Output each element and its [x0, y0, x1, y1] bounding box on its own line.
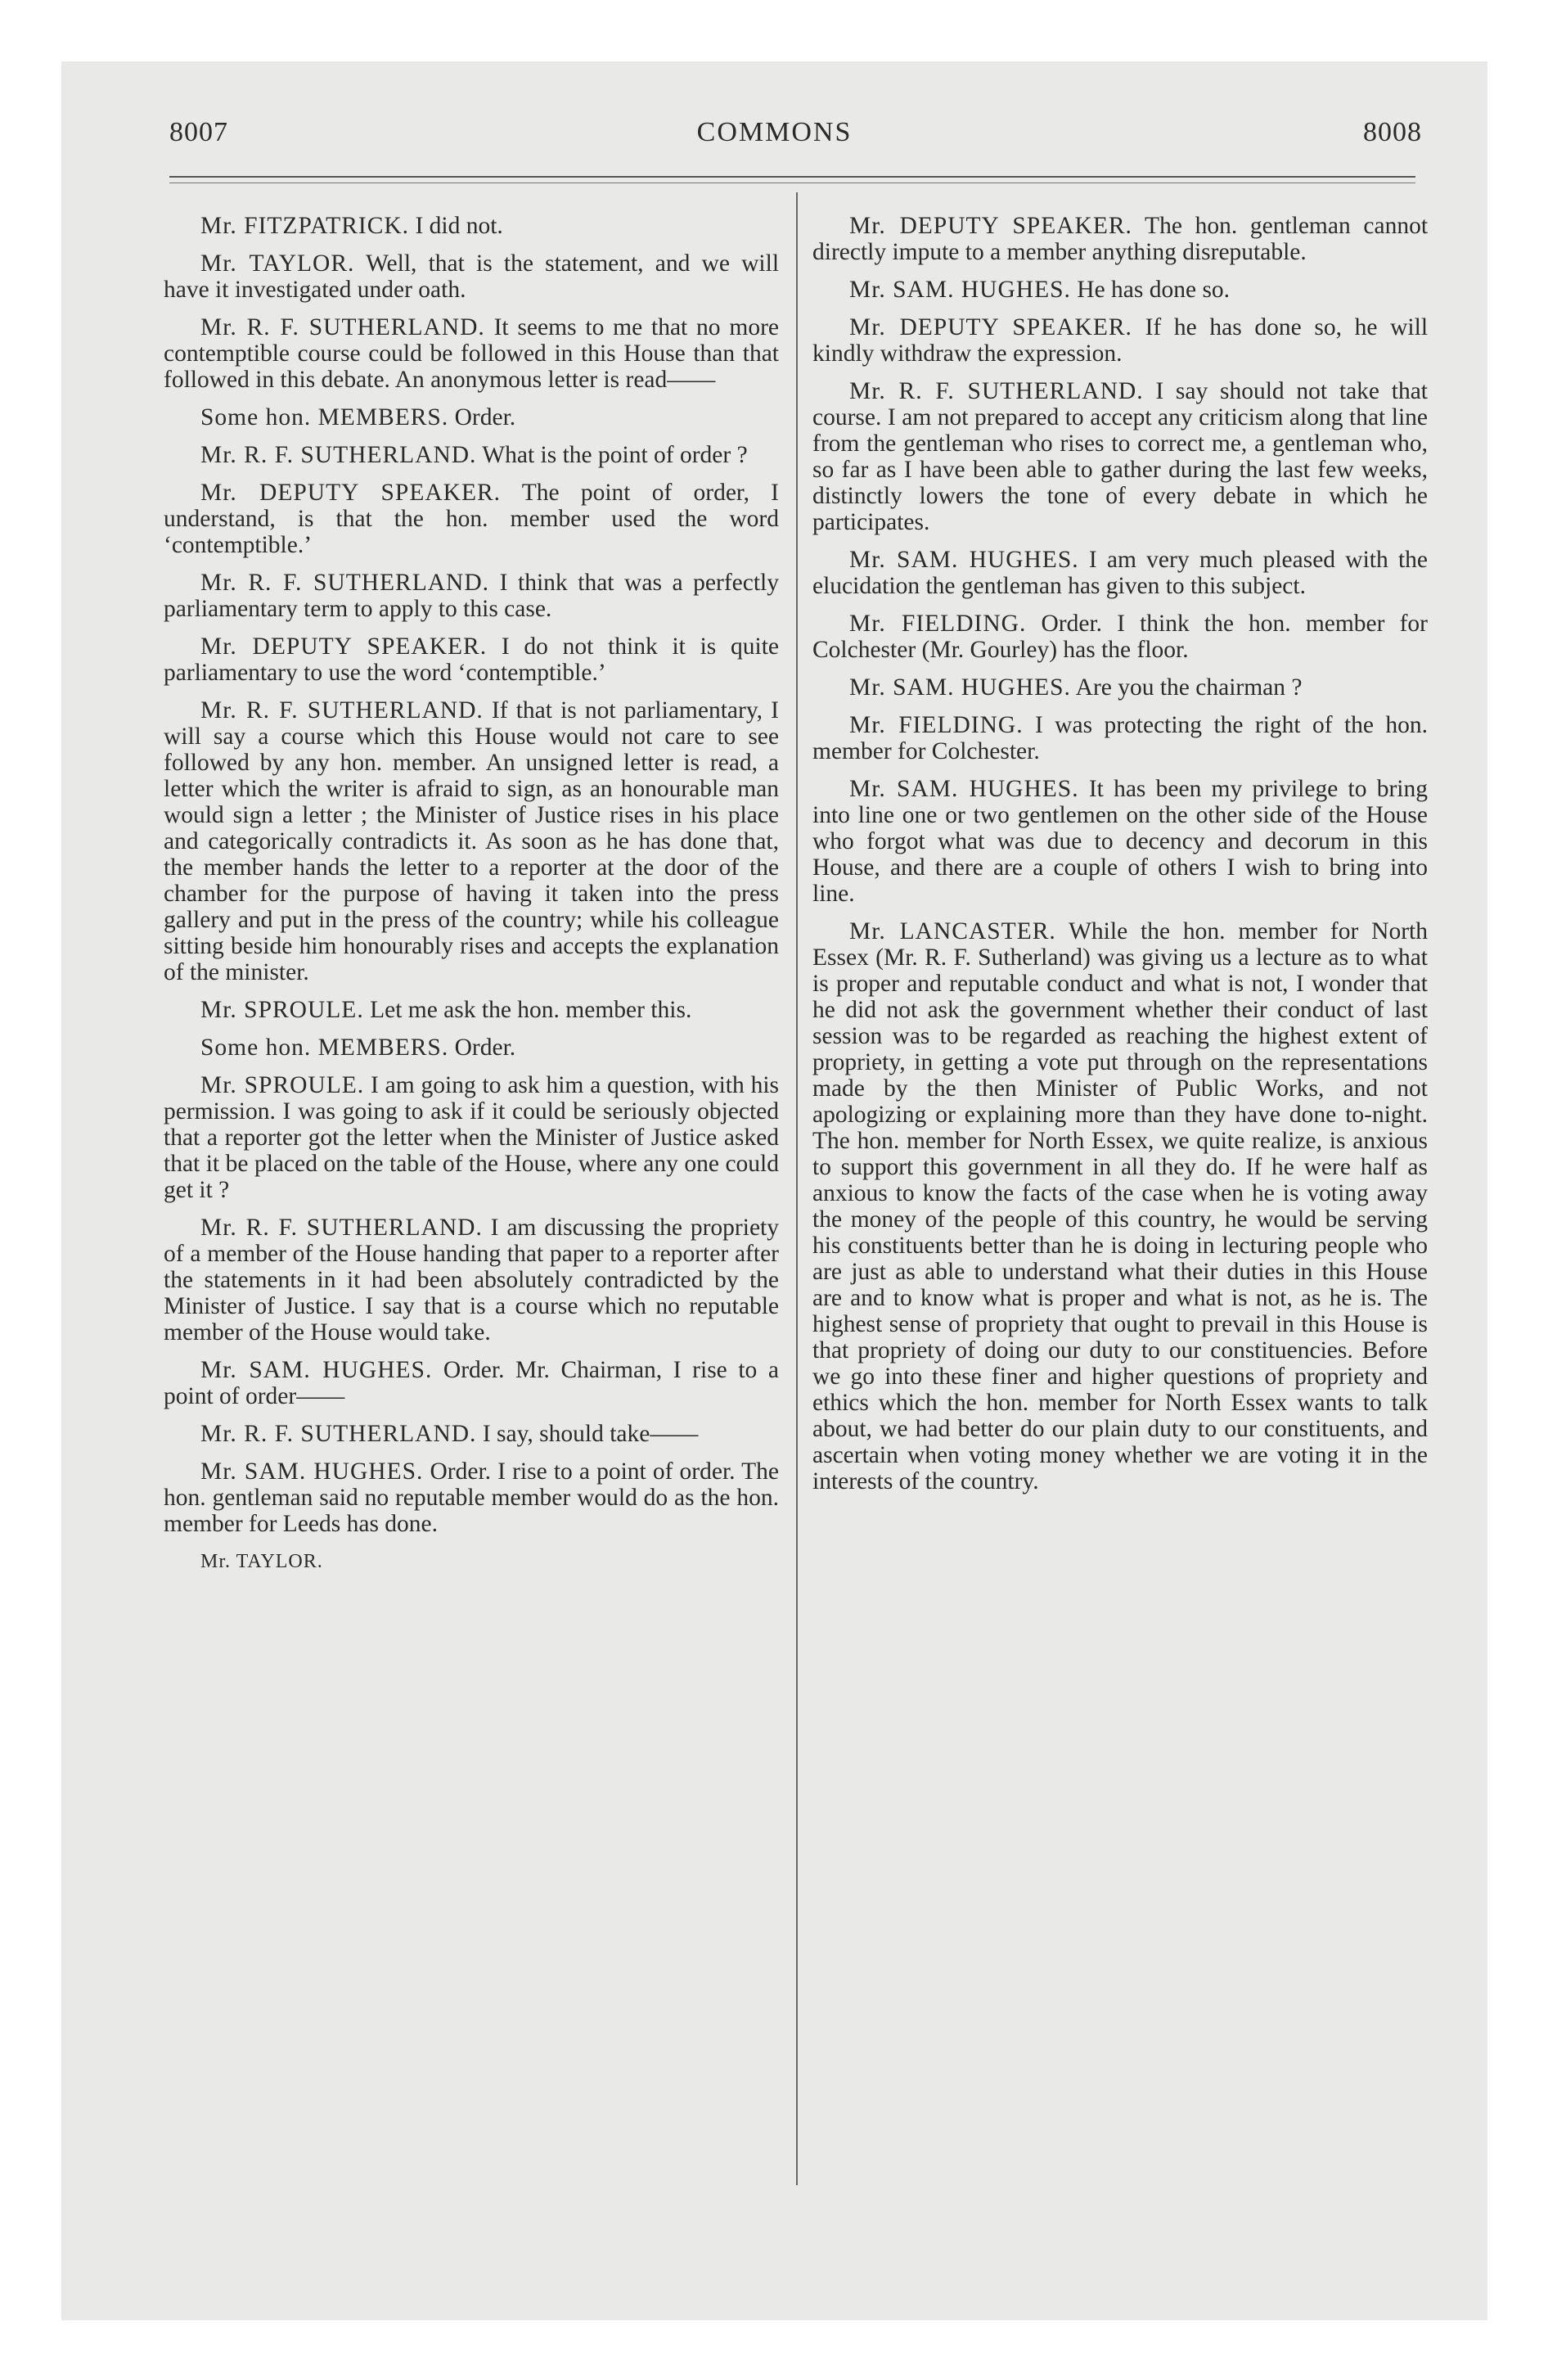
- page-number-right: 8008: [1363, 117, 1422, 147]
- speech-paragraph: [812, 776, 1428, 907]
- speech-paragraph: [164, 314, 779, 393]
- left-column: [164, 213, 779, 1575]
- speech-paragraph: [164, 1357, 779, 1409]
- page-title: COMMONS: [696, 117, 853, 147]
- speaker-name: Mr. FIELDING.: [849, 712, 1024, 738]
- speech-text: The hon. gentleman cannot directly impute to a member anything disreputable.: [812, 213, 1429, 265]
- speech-text: I say, should take——: [482, 1421, 699, 1447]
- speaker-name: Mr. R. F. SUTHERLAND.: [200, 1215, 483, 1241]
- speaker-name: Mr. TAYLOR.: [200, 250, 355, 277]
- speech-paragraph: [164, 697, 779, 985]
- speech-text: Order.: [454, 404, 516, 430]
- speaker-name: Mr. SAM. HUGHES.: [200, 1458, 424, 1485]
- speech-text: Well, that is the statement, and we will have it investigated under oath.: [164, 250, 780, 303]
- speaker-name: Mr. R. F. SUTHERLAND.: [849, 378, 1144, 404]
- speech-text: If that is not parliamentary, I will say a course which this House would not care to see followed by any hon. member. An unsigned letter is read, a letter which the writer is afraid to sign, as an honourable man would sign a letter ; the Minister of Justice rises in his place and categorically contradicts it. As soon as he has done that, the member hands the letter to a reporter at the door of the chamber for the purpose of having it taken into the press gallery and put in the press of the country; while his colleague sitting beside him honourably rises and accepts the explanation of the minister.: [164, 697, 780, 985]
- speech-paragraph: [812, 277, 1428, 303]
- speech-text: Order.: [454, 1034, 516, 1061]
- speech-text: While the hon. member for North Essex (Mr. R. F. Sutherland) was giving us a lecture as to what is proper and reputable conduct and what is not, I wonder that he did not ask the government whether their conduct of last session was to be regarded as reaching the highest extent of propriety, in getting a vote put through on the representations made by the then Minister of Public Works, and not apologizing or explaining more than they have done to-night. The hon. member for North Essex, we quite realize, is anxious to support this government in all they do. If he were half as anxious to know the facts of the case when he is voting away the money of the people of this country, he would be serving his constituents better than he is doing in lecturing people who are just as able to understand what their duties in this House are and to know what is proper and what is not, as he is. The highest sense of propriety that ought to prevail in this House is that propriety of doing our duty to our constituencies. Before we go into these finer and higher questions of propriety and ethics which the hon. member for North Essex wants to talk about, we had better do our plain duty to our constituents, and ascertain when voting money whether we are voting it in the interests of the country.: [812, 918, 1428, 1494]
- right-column: [812, 213, 1428, 1506]
- speech-text: I am discussing the propriety of a member of the House handing that paper to a reporter after the statements in it had been absolutely contradicted by the Minister of Justice. I say that is a course which no reputable member of the House would take.: [164, 1215, 779, 1346]
- speech-text: I am very much pleased with the elucidation the gentleman has given to this subject.: [812, 547, 1429, 599]
- speech-text: I do not think it is quite parliamentary to use the word ‘contemptible.’: [164, 633, 780, 686]
- speech-paragraph: [164, 480, 779, 558]
- speaker-name: Mr. R. F. SUTHERLAND.: [200, 314, 485, 340]
- column-divider: [796, 192, 798, 2185]
- speaker-name: Mr. SAM. HUGHES.: [849, 277, 1071, 303]
- speaker-name: Mr. DEPUTY SPEAKER.: [849, 213, 1132, 239]
- speaker-name: Some hon. MEMBERS.: [200, 1034, 449, 1061]
- speech-text: The point of order, I understand, is that the hon. member used the word ‘contemptible.’: [164, 480, 780, 558]
- speech-text: Order. Mr. Chairman, I rise to a point of order——: [164, 1357, 779, 1409]
- speech-paragraph: [164, 997, 779, 1023]
- speech-text: Order. I rise to a point of order. The hon. gentleman said no reputable member would do as the hon. member for Leeds has done.: [164, 1458, 779, 1537]
- hansard-page: [61, 61, 1487, 2320]
- speaker-name: Mr. SPROULE.: [200, 997, 364, 1023]
- speech-text: I did not.: [415, 213, 503, 239]
- signoff-speaker: Mr. TAYLOR.: [200, 1551, 323, 1572]
- speaker-name: Mr. FITZPATRICK.: [200, 213, 410, 239]
- speech-paragraph: [812, 674, 1428, 701]
- speech-paragraph: [164, 250, 779, 303]
- speech-paragraph: [164, 633, 779, 686]
- page-header: [61, 117, 1487, 166]
- speech-text: What is the point of order ?: [482, 442, 748, 468]
- speaker-name: Mr. SAM. HUGHES.: [849, 776, 1079, 802]
- speaker-name: Mr. DEPUTY SPEAKER.: [849, 314, 1132, 340]
- speaker-name: Mr. LANCASTER.: [849, 918, 1056, 944]
- speech-paragraph: [812, 314, 1428, 367]
- speaker-name: Mr. R. F. SUTHERLAND.: [200, 1421, 477, 1447]
- speech-paragraph: [812, 918, 1428, 1494]
- speaker-name: Mr. SAM. HUGHES.: [849, 547, 1079, 573]
- speech-paragraph: [164, 213, 779, 239]
- speech-text: It has been my privilege to bring into line one or two gentlemen on the other side of the House who forgot what was due to decency and decorum in this House, and there are a couple of others I wish to bring into line.: [812, 776, 1428, 907]
- speaker-name: Mr. R. F. SUTHERLAND.: [200, 442, 477, 468]
- speech-text: I think that was a perfectly parliamentary term to apply to this case.: [164, 570, 779, 622]
- speech-paragraph: [164, 1072, 779, 1203]
- speaker-name: Mr. FIELDING.: [849, 611, 1027, 637]
- speech-text: I am going to ask him a question, with his permission. I was going to ask if it could be seriously objected that a reporter got the letter when the Minister of Justice asked that it be placed on the table of the House, where any one could get it ?: [164, 1072, 780, 1203]
- speech-paragraph: [164, 1421, 779, 1447]
- speaker-name: Mr. SPROULE.: [200, 1072, 365, 1098]
- speech-text: If he has done so, he will kindly withdraw the expression.: [812, 314, 1429, 367]
- speech-paragraph: [164, 442, 779, 468]
- speech-paragraph: [164, 1215, 779, 1346]
- speaker-name: Mr. SAM. HUGHES.: [200, 1357, 433, 1383]
- speaker-name: Mr. R. F. SUTHERLAND.: [200, 570, 490, 596]
- speech-text: I was protecting the right of the hon. member for Colchester.: [812, 712, 1428, 764]
- speech-paragraph: [812, 712, 1428, 764]
- speech-paragraph: [812, 213, 1428, 265]
- speaker-name: Some hon. MEMBERS.: [200, 404, 449, 430]
- speech-paragraph: [812, 547, 1428, 599]
- speech-text: Order. I think the hon. member for Colchester (Mr. Gourley) has the floor.: [812, 611, 1429, 663]
- header-rule: [169, 176, 1415, 178]
- speaker-name: Mr. SAM. HUGHES.: [849, 674, 1071, 701]
- speech-paragraph: [164, 570, 779, 622]
- speech-paragraph: [164, 1458, 779, 1537]
- speaker-name: Mr. R. F. SUTHERLAND.: [200, 697, 484, 723]
- speech-paragraph: [812, 378, 1428, 535]
- speaker-name: Mr. DEPUTY SPEAKER.: [200, 633, 488, 660]
- speech-text: He has done so.: [1077, 277, 1231, 303]
- speech-paragraph: [164, 1034, 779, 1061]
- speaker-name: Mr. DEPUTY SPEAKER.: [200, 480, 502, 506]
- speech-text: Let me ask the hon. member this.: [370, 997, 692, 1023]
- speech-text: It seems to me that no more contemptible course could be followed in this House than that followed in this debate. An anonymous letter is read——: [164, 314, 779, 393]
- page-number-left: 8007: [169, 117, 228, 147]
- speech-paragraph: [812, 611, 1428, 663]
- speech-text: Are you the chairman ?: [1075, 674, 1303, 701]
- speech-text: I say should not take that course. I am not prepared to accept any criticism along that line from the gentleman who rises to correct me, a gentleman who, so far as I have been able to gather during the last few weeks, distinctly lowers the tone of every debate in which he participates.: [812, 378, 1429, 535]
- speech-paragraph: [164, 404, 779, 430]
